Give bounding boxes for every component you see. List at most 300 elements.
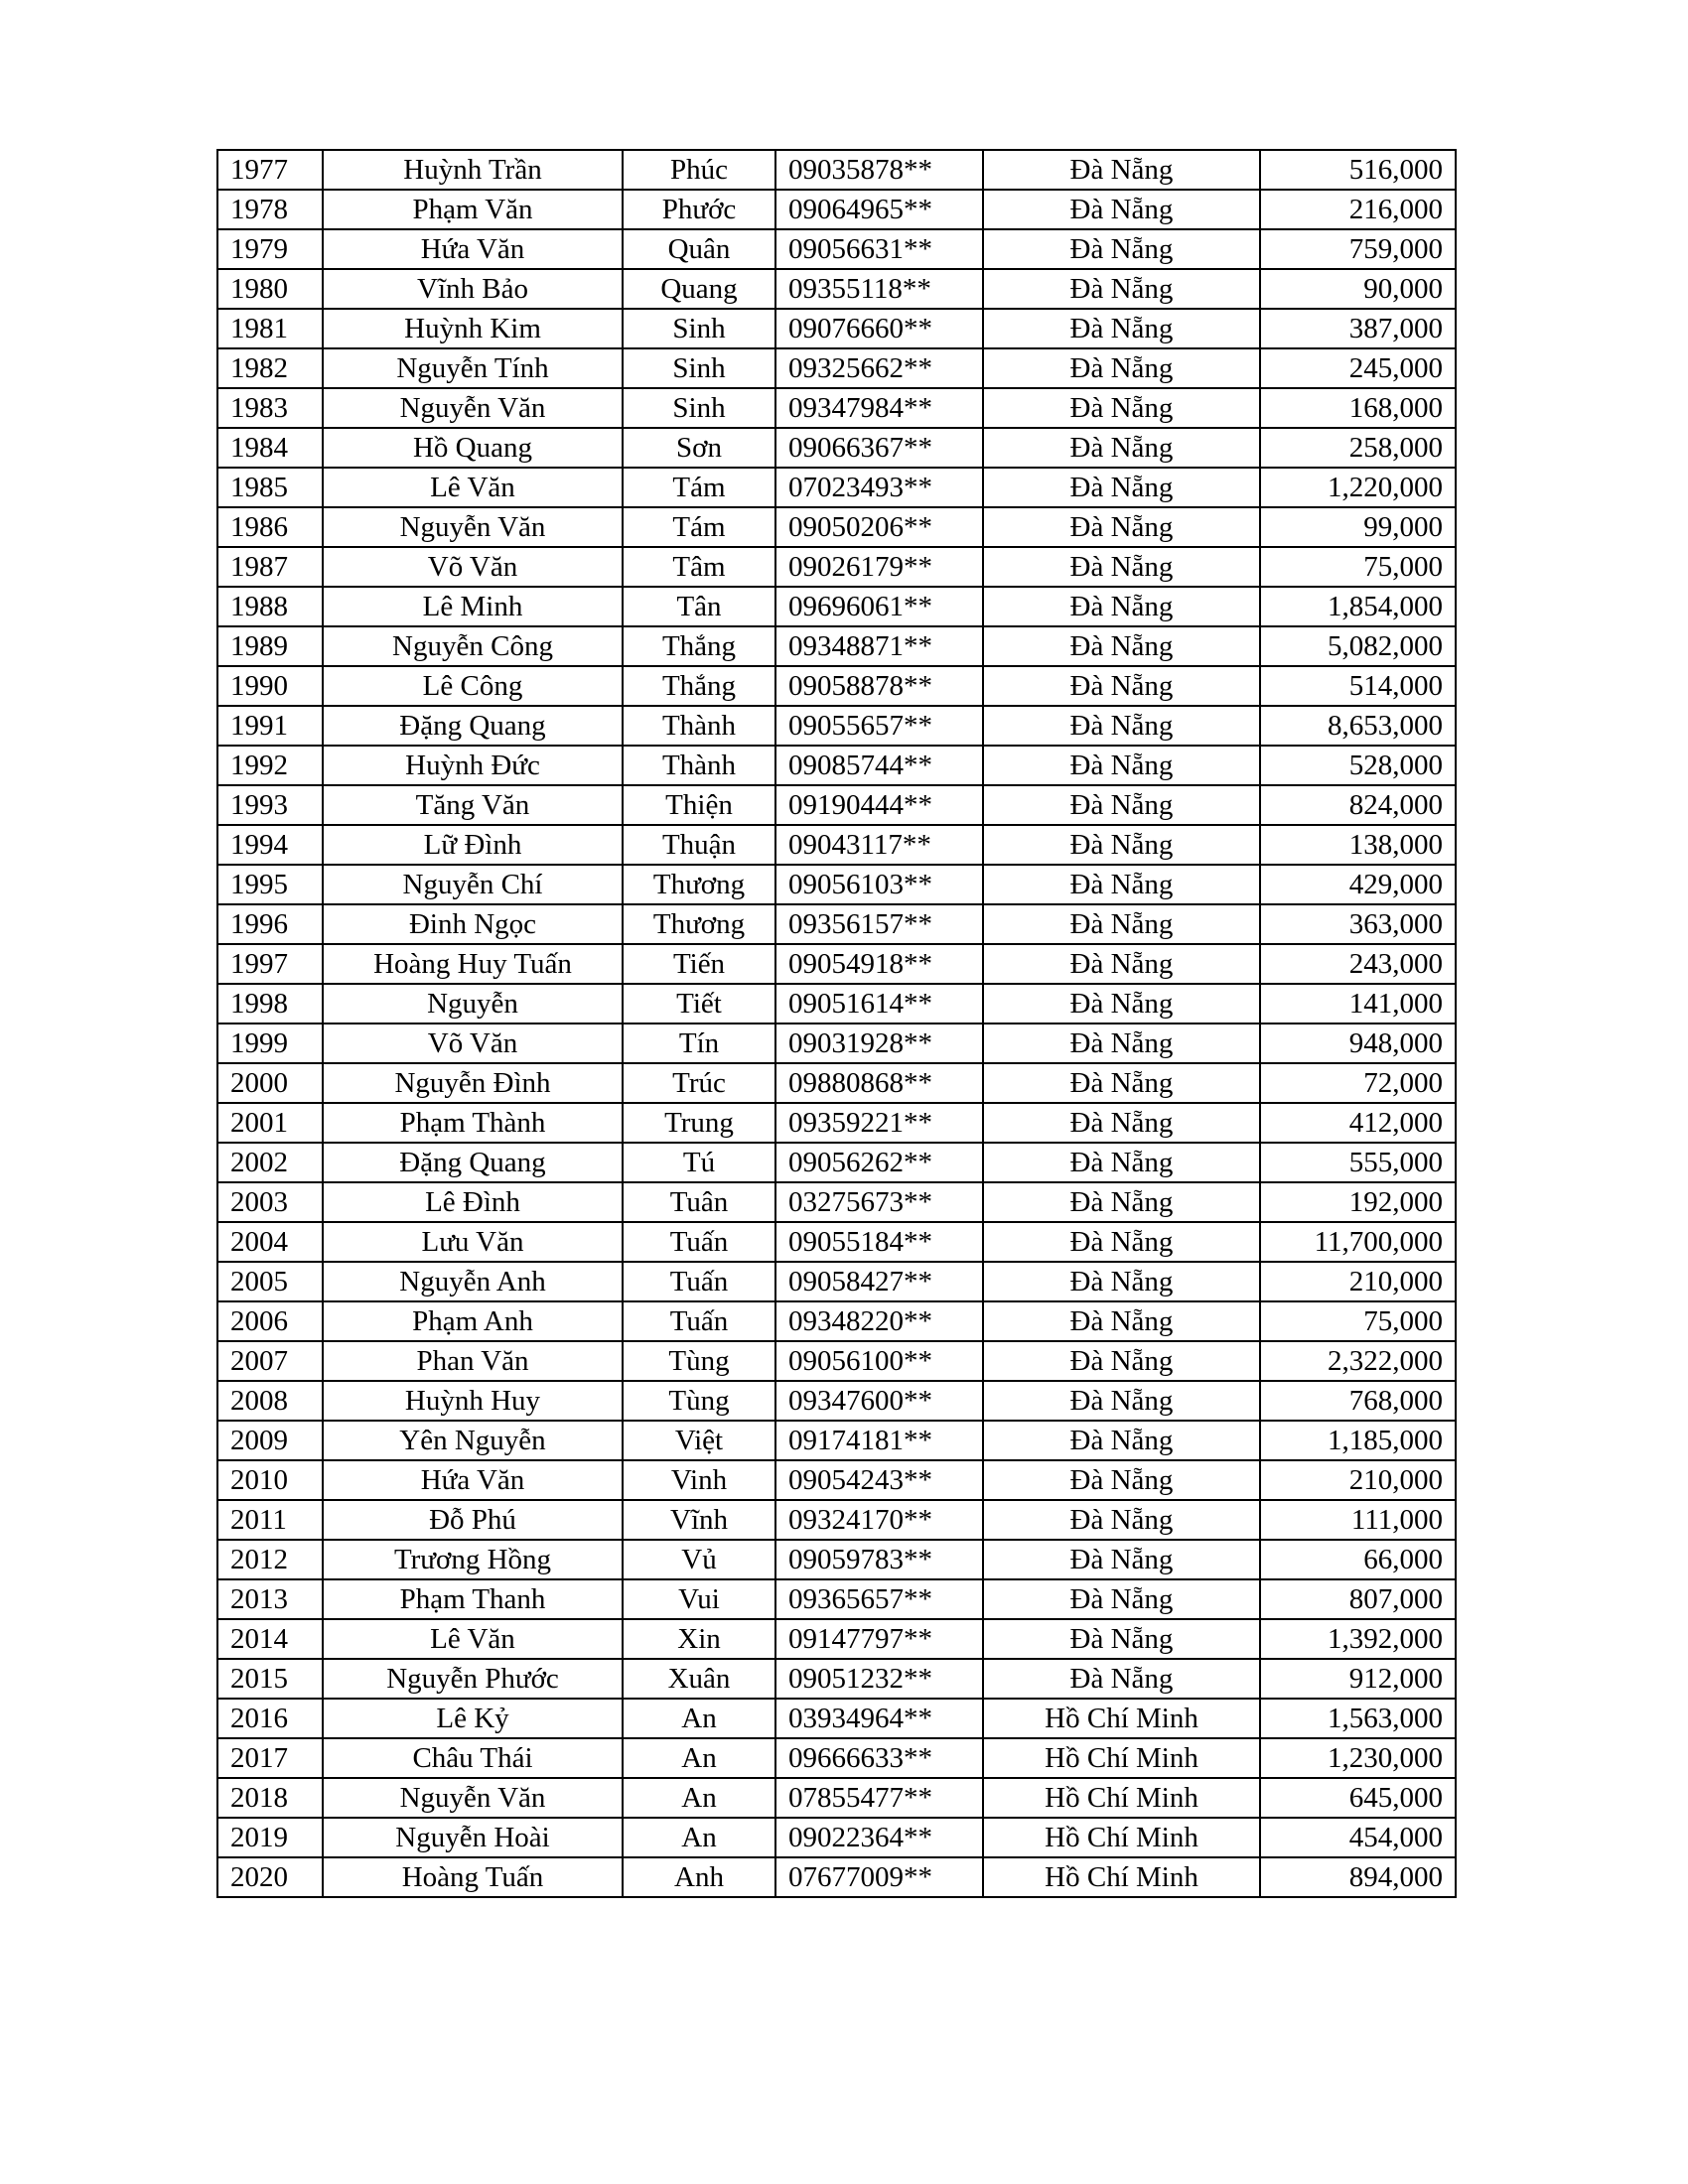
family-name-cell: Lê Đình: [323, 1182, 623, 1222]
row-number-cell: 1982: [217, 348, 323, 388]
table-row: [217, 746, 1456, 785]
city-cell: Đà Nẵng: [983, 468, 1260, 507]
row-number-cell: 2016: [217, 1699, 323, 1738]
amount-cell: 8,653,000: [1260, 706, 1456, 746]
table-row: [217, 1738, 1456, 1778]
family-name-cell: Phan Văn: [323, 1341, 623, 1381]
given-name-cell: Tùng: [623, 1341, 775, 1381]
amount-cell: 75,000: [1260, 1301, 1456, 1341]
table-row: [217, 190, 1456, 229]
city-cell: Đà Nẵng: [983, 1024, 1260, 1063]
row-number-cell: 2006: [217, 1301, 323, 1341]
table-row: [217, 626, 1456, 666]
table-row: [217, 666, 1456, 706]
amount-cell: 210,000: [1260, 1460, 1456, 1500]
family-name-cell: Tăng Văn: [323, 785, 623, 825]
phone-number-cell: 09055657**: [775, 706, 983, 746]
city-cell: Đà Nẵng: [983, 388, 1260, 428]
table-row: [217, 309, 1456, 348]
amount-cell: 645,000: [1260, 1778, 1456, 1818]
row-number-cell: 1985: [217, 468, 323, 507]
phone-number-cell: 09056103**: [775, 865, 983, 904]
table-row: [217, 1699, 1456, 1738]
given-name-cell: Trúc: [623, 1063, 775, 1103]
row-number-cell: 2010: [217, 1460, 323, 1500]
family-name-cell: Nguyễn Phước: [323, 1659, 623, 1699]
row-number-cell: 1989: [217, 626, 323, 666]
family-name-cell: Lê Văn: [323, 1619, 623, 1659]
family-name-cell: Nguyễn Công: [323, 626, 623, 666]
amount-cell: 514,000: [1260, 666, 1456, 706]
amount-cell: 168,000: [1260, 388, 1456, 428]
phone-number-cell: 09325662**: [775, 348, 983, 388]
table-row: [217, 1500, 1456, 1540]
city-cell: Đà Nẵng: [983, 507, 1260, 547]
city-cell: Hồ Chí Minh: [983, 1857, 1260, 1897]
family-name-cell: Hồ Quang: [323, 428, 623, 468]
amount-cell: 5,082,000: [1260, 626, 1456, 666]
row-number-cell: 2012: [217, 1540, 323, 1579]
row-number-cell: 2020: [217, 1857, 323, 1897]
amount-cell: 243,000: [1260, 944, 1456, 984]
city-cell: Đà Nẵng: [983, 1143, 1260, 1182]
row-number-cell: 2014: [217, 1619, 323, 1659]
amount-cell: 1,220,000: [1260, 468, 1456, 507]
family-name-cell: Hoàng Huy Tuấn: [323, 944, 623, 984]
family-name-cell: Đinh Ngọc: [323, 904, 623, 944]
given-name-cell: Tùng: [623, 1381, 775, 1421]
family-name-cell: Võ Văn: [323, 1024, 623, 1063]
family-name-cell: Huỳnh Kim: [323, 309, 623, 348]
given-name-cell: Thắng: [623, 666, 775, 706]
row-number-cell: 1994: [217, 825, 323, 865]
row-number-cell: 2018: [217, 1778, 323, 1818]
family-name-cell: Lữ Đình: [323, 825, 623, 865]
given-name-cell: Tuấn: [623, 1262, 775, 1301]
table-row: [217, 1262, 1456, 1301]
row-number-cell: 2013: [217, 1579, 323, 1619]
family-name-cell: Phạm Anh: [323, 1301, 623, 1341]
city-cell: Đà Nẵng: [983, 1460, 1260, 1500]
phone-number-cell: 09058427**: [775, 1262, 983, 1301]
city-cell: Hồ Chí Minh: [983, 1699, 1260, 1738]
phone-number-cell: 09356157**: [775, 904, 983, 944]
given-name-cell: Vủ: [623, 1540, 775, 1579]
family-name-cell: Nguyễn Chí: [323, 865, 623, 904]
table-row: [217, 1421, 1456, 1460]
table-row: [217, 348, 1456, 388]
phone-number-cell: 07677009**: [775, 1857, 983, 1897]
table-row: [217, 1857, 1456, 1897]
phone-number-cell: 09348871**: [775, 626, 983, 666]
phone-number-cell: 09022364**: [775, 1818, 983, 1857]
city-cell: Đà Nẵng: [983, 269, 1260, 309]
table-row: [217, 1659, 1456, 1699]
row-number-cell: 2008: [217, 1381, 323, 1421]
amount-cell: 258,000: [1260, 428, 1456, 468]
family-name-cell: Nguyễn Anh: [323, 1262, 623, 1301]
amount-cell: 454,000: [1260, 1818, 1456, 1857]
phone-number-cell: 09365657**: [775, 1579, 983, 1619]
amount-cell: 1,230,000: [1260, 1738, 1456, 1778]
family-name-cell: Hứa Văn: [323, 1460, 623, 1500]
table-row: [217, 468, 1456, 507]
table-row: [217, 1818, 1456, 1857]
table-row: [217, 547, 1456, 587]
amount-cell: 111,000: [1260, 1500, 1456, 1540]
table-row: [217, 785, 1456, 825]
amount-cell: 824,000: [1260, 785, 1456, 825]
amount-cell: 555,000: [1260, 1143, 1456, 1182]
given-name-cell: Sinh: [623, 388, 775, 428]
table-row: [217, 1778, 1456, 1818]
amount-cell: 768,000: [1260, 1381, 1456, 1421]
table-row: [217, 428, 1456, 468]
city-cell: Đà Nẵng: [983, 785, 1260, 825]
phone-number-cell: 09347984**: [775, 388, 983, 428]
city-cell: Hồ Chí Minh: [983, 1778, 1260, 1818]
family-name-cell: Huỳnh Đức: [323, 746, 623, 785]
city-cell: Đà Nẵng: [983, 1222, 1260, 1262]
city-cell: Đà Nẵng: [983, 1659, 1260, 1699]
table-row: [217, 1222, 1456, 1262]
given-name-cell: Vĩnh: [623, 1500, 775, 1540]
given-name-cell: Sinh: [623, 348, 775, 388]
city-cell: Đà Nẵng: [983, 428, 1260, 468]
family-name-cell: Trương Hồng: [323, 1540, 623, 1579]
table-row: [217, 1301, 1456, 1341]
given-name-cell: Sinh: [623, 309, 775, 348]
phone-number-cell: 09359221**: [775, 1103, 983, 1143]
city-cell: Đà Nẵng: [983, 746, 1260, 785]
amount-cell: 429,000: [1260, 865, 1456, 904]
city-cell: Đà Nẵng: [983, 1381, 1260, 1421]
table-row: [217, 150, 1456, 190]
given-name-cell: Thiện: [623, 785, 775, 825]
family-name-cell: Huỳnh Huy: [323, 1381, 623, 1421]
given-name-cell: Tám: [623, 468, 775, 507]
table-row: [217, 825, 1456, 865]
row-number-cell: 2017: [217, 1738, 323, 1778]
amount-cell: 912,000: [1260, 1659, 1456, 1699]
given-name-cell: Phúc: [623, 150, 775, 190]
table-row: [217, 1579, 1456, 1619]
given-name-cell: Tâm: [623, 547, 775, 587]
city-cell: Đà Nẵng: [983, 904, 1260, 944]
family-name-cell: Châu Thái: [323, 1738, 623, 1778]
amount-cell: 216,000: [1260, 190, 1456, 229]
city-cell: Đà Nẵng: [983, 1341, 1260, 1381]
table-row: [217, 269, 1456, 309]
phone-number-cell: 09348220**: [775, 1301, 983, 1341]
city-cell: Đà Nẵng: [983, 825, 1260, 865]
phone-number-cell: 09031928**: [775, 1024, 983, 1063]
table-row: [217, 1341, 1456, 1381]
family-name-cell: Đặng Quang: [323, 1143, 623, 1182]
amount-cell: 759,000: [1260, 229, 1456, 269]
given-name-cell: Xuân: [623, 1659, 775, 1699]
phone-number-cell: 09055184**: [775, 1222, 983, 1262]
family-name-cell: Nguyễn Tính: [323, 348, 623, 388]
given-name-cell: Thương: [623, 865, 775, 904]
table-row: [217, 1103, 1456, 1143]
phone-number-cell: 09666633**: [775, 1738, 983, 1778]
amount-cell: 2,322,000: [1260, 1341, 1456, 1381]
city-cell: Đà Nẵng: [983, 1063, 1260, 1103]
city-cell: Đà Nẵng: [983, 944, 1260, 984]
phone-number-cell: 09076660**: [775, 309, 983, 348]
amount-cell: 1,854,000: [1260, 587, 1456, 626]
family-name-cell: Huỳnh Trần: [323, 150, 623, 190]
phone-number-cell: 09056262**: [775, 1143, 983, 1182]
given-name-cell: Thắng: [623, 626, 775, 666]
amount-cell: 363,000: [1260, 904, 1456, 944]
phone-number-cell: 09064965**: [775, 190, 983, 229]
row-number-cell: 2019: [217, 1818, 323, 1857]
table-row: [217, 1063, 1456, 1103]
row-number-cell: 1997: [217, 944, 323, 984]
given-name-cell: Sơn: [623, 428, 775, 468]
amount-cell: 1,185,000: [1260, 1421, 1456, 1460]
phone-number-cell: 09035878**: [775, 150, 983, 190]
row-number-cell: 2001: [217, 1103, 323, 1143]
given-name-cell: Quang: [623, 269, 775, 309]
given-name-cell: An: [623, 1778, 775, 1818]
amount-cell: 245,000: [1260, 348, 1456, 388]
row-number-cell: 1979: [217, 229, 323, 269]
phone-number-cell: 09054918**: [775, 944, 983, 984]
family-name-cell: Lê Kỷ: [323, 1699, 623, 1738]
family-name-cell: Nguyễn Văn: [323, 1778, 623, 1818]
table-row: [217, 1143, 1456, 1182]
recipient-table: [216, 149, 1457, 1898]
table-row: [217, 388, 1456, 428]
phone-number-cell: 09347600**: [775, 1381, 983, 1421]
family-name-cell: Lê Công: [323, 666, 623, 706]
row-number-cell: 2000: [217, 1063, 323, 1103]
table-row: [217, 1619, 1456, 1659]
phone-number-cell: 09085744**: [775, 746, 983, 785]
phone-number-cell: 09066367**: [775, 428, 983, 468]
table-row: [217, 865, 1456, 904]
table-row: [217, 1540, 1456, 1579]
given-name-cell: Trung: [623, 1103, 775, 1143]
row-number-cell: 1984: [217, 428, 323, 468]
city-cell: Đà Nẵng: [983, 1540, 1260, 1579]
amount-cell: 807,000: [1260, 1579, 1456, 1619]
row-number-cell: 2003: [217, 1182, 323, 1222]
given-name-cell: An: [623, 1818, 775, 1857]
row-number-cell: 1983: [217, 388, 323, 428]
city-cell: Đà Nẵng: [983, 229, 1260, 269]
city-cell: Đà Nẵng: [983, 1500, 1260, 1540]
given-name-cell: An: [623, 1699, 775, 1738]
table-row: [217, 904, 1456, 944]
given-name-cell: Thương: [623, 904, 775, 944]
phone-number-cell: 07855477**: [775, 1778, 983, 1818]
row-number-cell: 1987: [217, 547, 323, 587]
city-cell: Đà Nẵng: [983, 865, 1260, 904]
city-cell: Đà Nẵng: [983, 1103, 1260, 1143]
amount-cell: 412,000: [1260, 1103, 1456, 1143]
family-name-cell: Nguyễn Hoài: [323, 1818, 623, 1857]
city-cell: Đà Nẵng: [983, 706, 1260, 746]
given-name-cell: Phước: [623, 190, 775, 229]
family-name-cell: Đỗ Phú: [323, 1500, 623, 1540]
row-number-cell: 1978: [217, 190, 323, 229]
family-name-cell: Nguyễn Đình: [323, 1063, 623, 1103]
row-number-cell: 1996: [217, 904, 323, 944]
phone-number-cell: 09050206**: [775, 507, 983, 547]
row-number-cell: 1980: [217, 269, 323, 309]
amount-cell: 210,000: [1260, 1262, 1456, 1301]
amount-cell: 516,000: [1260, 150, 1456, 190]
table-row: [217, 1024, 1456, 1063]
table-row: [217, 507, 1456, 547]
given-name-cell: Tuấn: [623, 1301, 775, 1341]
phone-number-cell: 09054243**: [775, 1460, 983, 1500]
family-name-cell: Phạm Văn: [323, 190, 623, 229]
city-cell: Đà Nẵng: [983, 150, 1260, 190]
phone-number-cell: 09355118**: [775, 269, 983, 309]
given-name-cell: Vinh: [623, 1460, 775, 1500]
city-cell: Đà Nẵng: [983, 1421, 1260, 1460]
amount-cell: 66,000: [1260, 1540, 1456, 1579]
given-name-cell: Tuân: [623, 1182, 775, 1222]
row-number-cell: 2015: [217, 1659, 323, 1699]
phone-number-cell: 09147797**: [775, 1619, 983, 1659]
phone-number-cell: 09056631**: [775, 229, 983, 269]
phone-number-cell: 09059783**: [775, 1540, 983, 1579]
amount-cell: 528,000: [1260, 746, 1456, 785]
row-number-cell: 2009: [217, 1421, 323, 1460]
row-number-cell: 1990: [217, 666, 323, 706]
table-row: [217, 706, 1456, 746]
city-cell: Đà Nẵng: [983, 1579, 1260, 1619]
amount-cell: 894,000: [1260, 1857, 1456, 1897]
city-cell: Hồ Chí Minh: [983, 1738, 1260, 1778]
given-name-cell: Tú: [623, 1143, 775, 1182]
row-number-cell: 1991: [217, 706, 323, 746]
table-row: [217, 1381, 1456, 1421]
row-number-cell: 1992: [217, 746, 323, 785]
row-number-cell: 1998: [217, 984, 323, 1024]
family-name-cell: Phạm Thanh: [323, 1579, 623, 1619]
amount-cell: 141,000: [1260, 984, 1456, 1024]
phone-number-cell: 09051614**: [775, 984, 983, 1024]
family-name-cell: Yên Nguyễn: [323, 1421, 623, 1460]
table-row: [217, 1182, 1456, 1222]
amount-cell: 11,700,000: [1260, 1222, 1456, 1262]
family-name-cell: Võ Văn: [323, 547, 623, 587]
table-body: [217, 150, 1456, 1897]
city-cell: Đà Nẵng: [983, 190, 1260, 229]
phone-number-cell: 09174181**: [775, 1421, 983, 1460]
table-row: [217, 587, 1456, 626]
city-cell: Đà Nẵng: [983, 547, 1260, 587]
amount-cell: 948,000: [1260, 1024, 1456, 1063]
given-name-cell: Xin: [623, 1619, 775, 1659]
given-name-cell: Anh: [623, 1857, 775, 1897]
row-number-cell: 2004: [217, 1222, 323, 1262]
family-name-cell: Vĩnh Bảo: [323, 269, 623, 309]
city-cell: Đà Nẵng: [983, 666, 1260, 706]
phone-number-cell: 09043117**: [775, 825, 983, 865]
given-name-cell: Quân: [623, 229, 775, 269]
phone-number-cell: 03934964**: [775, 1699, 983, 1738]
family-name-cell: Hứa Văn: [323, 229, 623, 269]
family-name-cell: Hoàng Tuấn: [323, 1857, 623, 1897]
phone-number-cell: 09696061**: [775, 587, 983, 626]
given-name-cell: Tiến: [623, 944, 775, 984]
row-number-cell: 1999: [217, 1024, 323, 1063]
table-row: [217, 229, 1456, 269]
table-row: [217, 984, 1456, 1024]
amount-cell: 387,000: [1260, 309, 1456, 348]
family-name-cell: Đặng Quang: [323, 706, 623, 746]
family-name-cell: Lưu Văn: [323, 1222, 623, 1262]
given-name-cell: Tuấn: [623, 1222, 775, 1262]
family-name-cell: Lê Minh: [323, 587, 623, 626]
row-number-cell: 1986: [217, 507, 323, 547]
row-number-cell: 1981: [217, 309, 323, 348]
phone-number-cell: 09324170**: [775, 1500, 983, 1540]
given-name-cell: Tiết: [623, 984, 775, 1024]
city-cell: Đà Nẵng: [983, 626, 1260, 666]
given-name-cell: Thành: [623, 746, 775, 785]
row-number-cell: 2007: [217, 1341, 323, 1381]
phone-number-cell: 09051232**: [775, 1659, 983, 1699]
table-row: [217, 944, 1456, 984]
family-name-cell: Nguyễn: [323, 984, 623, 1024]
amount-cell: 99,000: [1260, 507, 1456, 547]
phone-number-cell: 09058878**: [775, 666, 983, 706]
row-number-cell: 1977: [217, 150, 323, 190]
row-number-cell: 1988: [217, 587, 323, 626]
row-number-cell: 2011: [217, 1500, 323, 1540]
given-name-cell: Tín: [623, 1024, 775, 1063]
phone-number-cell: 09880868**: [775, 1063, 983, 1103]
row-number-cell: 1993: [217, 785, 323, 825]
city-cell: Đà Nẵng: [983, 1182, 1260, 1222]
given-name-cell: Tân: [623, 587, 775, 626]
amount-cell: 1,563,000: [1260, 1699, 1456, 1738]
phone-number-cell: 09190444**: [775, 785, 983, 825]
row-number-cell: 1995: [217, 865, 323, 904]
family-name-cell: Nguyễn Văn: [323, 388, 623, 428]
table-row: [217, 1460, 1456, 1500]
amount-cell: 1,392,000: [1260, 1619, 1456, 1659]
row-number-cell: 2005: [217, 1262, 323, 1301]
city-cell: Đà Nẵng: [983, 348, 1260, 388]
city-cell: Đà Nẵng: [983, 587, 1260, 626]
amount-cell: 75,000: [1260, 547, 1456, 587]
amount-cell: 192,000: [1260, 1182, 1456, 1222]
city-cell: Đà Nẵng: [983, 309, 1260, 348]
given-name-cell: Thành: [623, 706, 775, 746]
family-name-cell: Nguyễn Văn: [323, 507, 623, 547]
phone-number-cell: 03275673**: [775, 1182, 983, 1222]
phone-number-cell: 07023493**: [775, 468, 983, 507]
family-name-cell: Lê Văn: [323, 468, 623, 507]
amount-cell: 72,000: [1260, 1063, 1456, 1103]
city-cell: Đà Nẵng: [983, 1619, 1260, 1659]
amount-cell: 90,000: [1260, 269, 1456, 309]
city-cell: Đà Nẵng: [983, 984, 1260, 1024]
city-cell: Hồ Chí Minh: [983, 1818, 1260, 1857]
city-cell: Đà Nẵng: [983, 1262, 1260, 1301]
family-name-cell: Phạm Thành: [323, 1103, 623, 1143]
